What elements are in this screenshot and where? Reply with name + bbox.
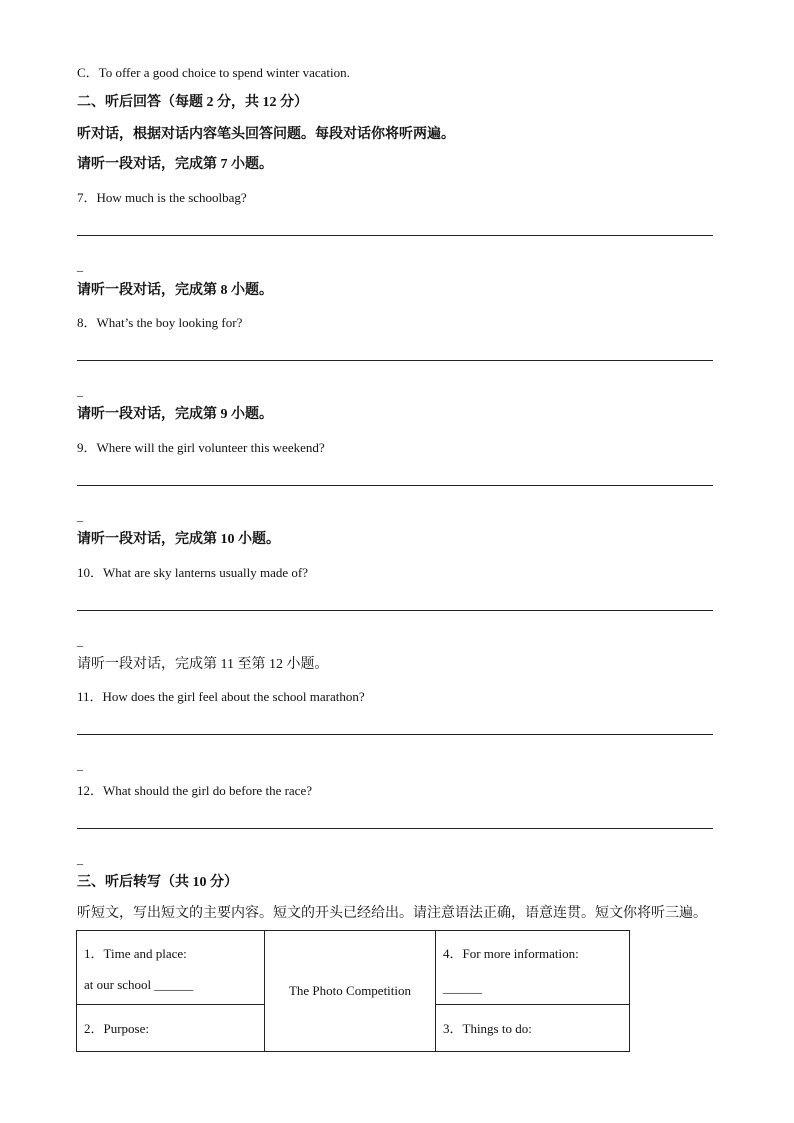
answer-mark-9: _ (77, 509, 83, 523)
cell-purpose (77, 1005, 265, 1052)
cell-more-info (436, 931, 630, 1005)
answer-line-9 (77, 485, 713, 486)
time-place-value: at our school ______ (84, 977, 194, 992)
question-12: 12．What should the girl do before the race? (77, 783, 312, 798)
more-info-value: ______ (443, 980, 482, 995)
answer-line-7 (77, 235, 713, 236)
section2-instruction: 听对话，根据对话内容笔头回答问题。每段对话你将听两遍。 (77, 127, 455, 142)
prompt-q8: 请听一段对话，完成第 8 小题。 (77, 283, 273, 298)
prompt-q7: 请听一段对话，完成第 7 小题。 (77, 157, 273, 172)
option-c: C．To offer a good choice to spend winter vacation. (77, 65, 350, 80)
answer-mark-10: _ (77, 634, 83, 648)
more-info-label: 4．For more information: (443, 946, 579, 961)
answer-mark-7: _ (77, 259, 83, 273)
prompt-q10: 请听一段对话，完成第 10 小题。 (77, 532, 280, 547)
cell-center-title (265, 931, 436, 1052)
photo-competition-table (76, 930, 630, 1052)
answer-line-12 (77, 828, 713, 829)
purpose-label: 2．Purpose: (84, 1021, 150, 1036)
answer-mark-12: _ (77, 852, 83, 866)
time-place-label: 1．Time and place: (84, 946, 187, 961)
cell-things (436, 1005, 630, 1052)
question-11: 11．How does the girl feel about the school marathon? (77, 689, 365, 704)
center-title: The Photo Competition (288, 983, 412, 998)
cell-time-place (77, 931, 265, 1005)
answer-line-11 (77, 734, 713, 735)
answer-mark-11: _ (77, 758, 83, 772)
question-8: 8．What’s the boy looking for? (77, 315, 243, 330)
question-7: 7．How much is the schoolbag? (77, 190, 247, 205)
question-10: 10．What are sky lanterns usually made of? (77, 565, 309, 580)
answer-line-10 (77, 610, 713, 611)
section2-heading: 二、听后回答（每题 2 分，共 12 分） (77, 95, 308, 110)
section3-heading: 三、听后转写（共 10 分） (77, 875, 238, 890)
answer-line-8 (77, 360, 713, 361)
question-9: 9．Where will the girl volunteer this weekend? (77, 440, 325, 455)
prompt-q11-12: 请听一段对话，完成第 11 至第 12 小题。 (77, 657, 329, 672)
things-label: 3．Things to do: (443, 1021, 532, 1036)
prompt-q9: 请听一段对话，完成第 9 小题。 (77, 407, 273, 422)
answer-mark-8: _ (77, 384, 83, 398)
section3-instruction: 听短文，写出短文的主要内容。短文的开头已经给出。请注意语法正确，语意连贯。短文你将听三遍。 (77, 906, 707, 921)
